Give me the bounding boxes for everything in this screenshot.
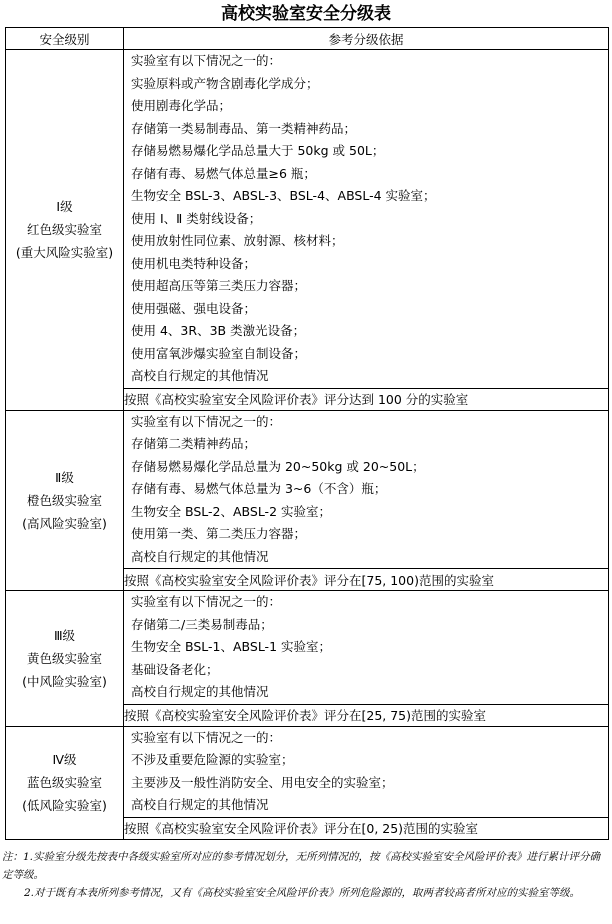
- condition-item: 存储第二类精神药品；: [131, 436, 257, 451]
- condition-item: 使用剧毒化学品；: [131, 98, 232, 113]
- condition-item: 高校自行规定的其他情况: [131, 684, 269, 699]
- level-name-line: 蓝色级实验室: [26, 775, 102, 790]
- level-name-line: Ⅱ级: [55, 469, 74, 485]
- level-cell: [6, 50, 124, 411]
- level-cell: [6, 591, 124, 727]
- condition-item: 使用超高压等第三类压力容器；: [131, 278, 307, 293]
- condition-item: 存储第二/三类易制毒品；: [131, 616, 273, 632]
- conditions-cell: [124, 591, 609, 705]
- level-name-line: 橙色级实验室: [26, 492, 102, 508]
- condition-item: 不涉及重要危险源的实验室；: [131, 752, 294, 767]
- condition-item: 存储易燃易爆化学品总量为 20~50kg 或 20~50L；: [131, 458, 425, 474]
- condition-item: 生物安全 BSL-1、ABSL-1 实验室；: [131, 639, 331, 654]
- header-level: 安全级别: [6, 28, 124, 50]
- level-name-line: (重大风险实验室): [15, 245, 114, 261]
- condition-item: 使用强磁、强电设备；: [131, 300, 257, 316]
- condition-item: 使用 4、3R、3B 类激光设备；: [131, 323, 306, 338]
- conditions-cell: [124, 410, 609, 569]
- safety-grading-table: [5, 27, 609, 840]
- condition-item: 使用放射性同位素、放射源、核材料；: [131, 233, 344, 248]
- level-row: [6, 410, 609, 569]
- condition-item: 生物安全 BSL-3、ABSL-3、BSL-4、ABSL-4 实验室；: [131, 188, 436, 203]
- footnotes: [2, 848, 610, 902]
- condition-item: 高校自行规定的其他情况: [131, 797, 269, 812]
- footnote-2: 2.对于既有本表所列参考情况，又有《高校实验室安全风险评价表》所列危险源的，取两者较高者所对应的实验室等级。: [24, 887, 581, 899]
- condition-item: 使用机电类特种设备；: [131, 255, 257, 271]
- condition-item: 存储第一类易制毒品、第一类精神药品；: [131, 120, 357, 136]
- condition-item: 主要涉及一般性消防安全、用电安全的实验室；: [131, 774, 394, 790]
- condition-item: 实验原料或产物含剧毒化学成分；: [131, 75, 319, 91]
- condition-item: 实验室有以下情况之一的：: [131, 53, 282, 68]
- condition-item: 基础设备老化；: [131, 661, 219, 677]
- page-title: 高校实验室安全分级表: [221, 4, 391, 24]
- level-name-line: Ⅰ级: [56, 199, 73, 215]
- condition-item: 使用 Ⅰ、Ⅱ 类射线设备；: [131, 210, 262, 226]
- level-name-line: (低风险实验室): [22, 798, 107, 813]
- score-criterion: 按照《高校实验室安全风险评价表》评分在[25, 75)范围的实验室: [124, 704, 609, 726]
- condition-item: 实验室有以下情况之一的：: [131, 413, 282, 429]
- level-row: [6, 726, 609, 817]
- level-name-line: (高风险实验室): [22, 515, 107, 531]
- level-cell: [6, 726, 124, 839]
- condition-item: 生物安全 BSL-2、ABSL-2 实验室；: [131, 503, 331, 519]
- level-row: [6, 591, 609, 705]
- condition-item: 使用第一类、第二类压力容器；: [131, 526, 307, 541]
- score-criterion: 按照《高校实验室安全风险评价表》评分在[0, 25)范围的实验室: [124, 817, 609, 839]
- level-name-line: Ⅲ级: [53, 627, 76, 643]
- footnote-1: 注：1.实验室分级先按表中各级实验室所对应的参考情况划分，无所列情况的，按《高校实验室安全风险评价表》进行累计评分确定等级。: [2, 851, 601, 881]
- table-header-row: [6, 28, 609, 50]
- score-criterion: 按照《高校实验室安全风险评价表》评分达到 100 分的实验室: [124, 388, 609, 410]
- level-name-line: Ⅳ级: [52, 752, 77, 767]
- conditions-cell: [124, 50, 609, 389]
- condition-item: 实验室有以下情况之一的：: [131, 729, 282, 745]
- score-criterion: 按照《高校实验室安全风险评价表》评分在[75, 100)范围的实验室: [124, 569, 609, 591]
- condition-item: 实验室有以下情况之一的：: [131, 594, 282, 609]
- level-name-line: 红色级实验室: [26, 222, 102, 238]
- condition-item: 存储有毒、易燃气体总量≥6 瓶；: [131, 165, 316, 181]
- level-name-line: (中风险实验室): [22, 673, 107, 689]
- level-name-line: 黄色级实验室: [26, 650, 102, 666]
- level-cell: [6, 410, 124, 591]
- condition-item: 存储有毒、易燃气体总量为 3~6（不含）瓶；: [131, 481, 387, 496]
- conditions-cell: [124, 726, 609, 817]
- level-row: [6, 50, 609, 389]
- condition-item: 使用富氧涉爆实验室自制设备；: [131, 345, 307, 361]
- header-basis: 参考分级依据: [124, 28, 609, 50]
- condition-item: 高校自行规定的其他情况: [131, 548, 269, 564]
- condition-item: 高校自行规定的其他情况: [131, 368, 269, 383]
- condition-item: 存储易燃易爆化学品总量大于 50kg 或 50L；: [131, 143, 385, 158]
